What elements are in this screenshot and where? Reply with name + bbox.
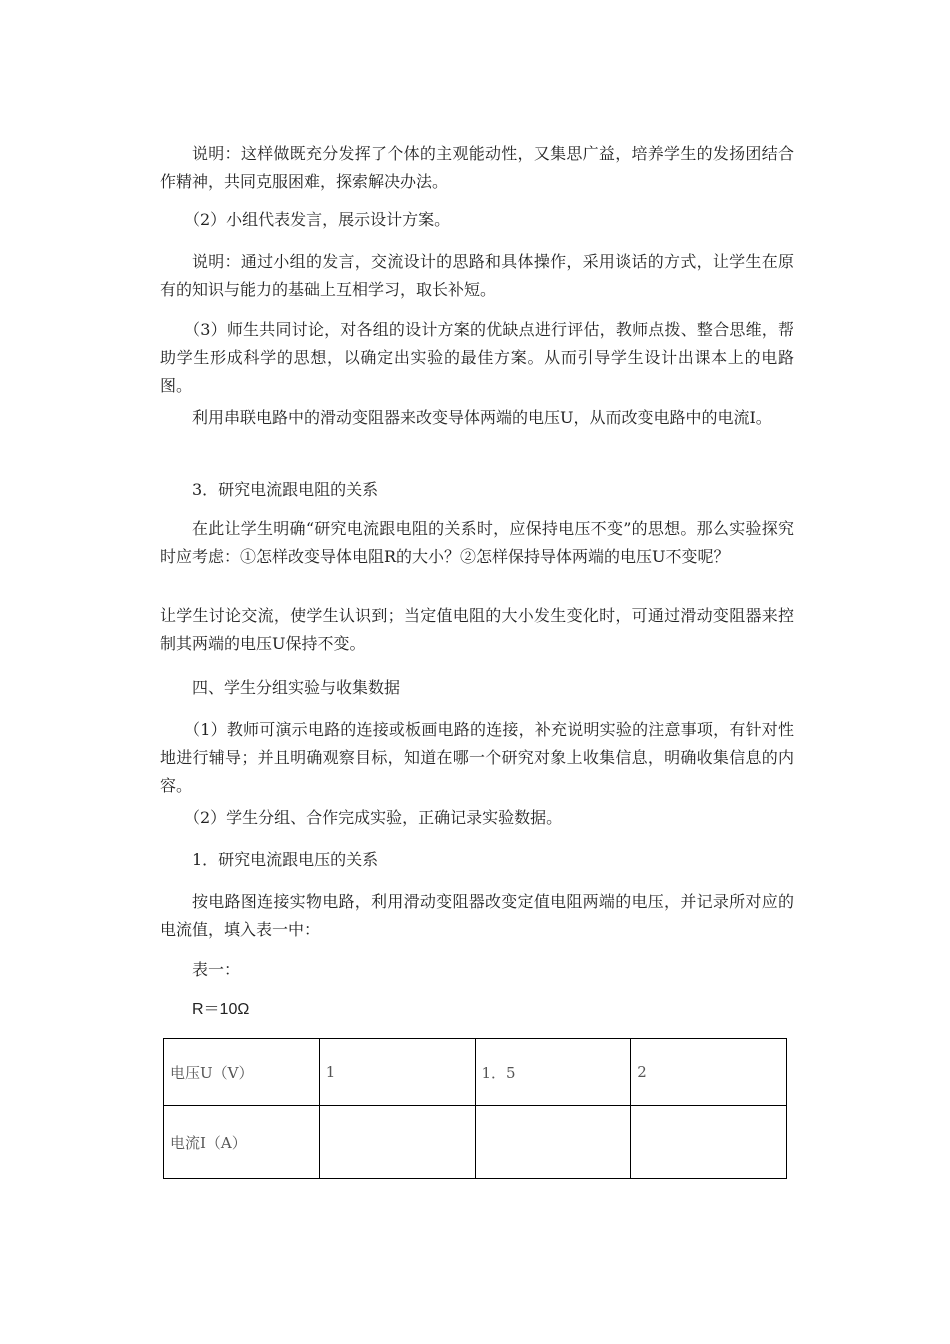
table-cell: 电流I（A）	[164, 1106, 320, 1179]
heading-current-voltage: 1．研究电流跟电压的关系	[192, 850, 379, 869]
table-row	[164, 1039, 787, 1106]
paragraph-step-2: （2）小组代表发言，展示设计方案。	[184, 210, 451, 229]
paragraph-series-circuit: 利用串联电路中的滑动变阻器来改变导体两端的电压U，从而改变电路中的电流I。	[192, 408, 772, 427]
table-caption: 表一：	[192, 960, 241, 979]
table-cell: 2	[631, 1039, 787, 1106]
paragraph-step-3: （3）师生共同讨论，对各组的设计方案的优缺点进行评估，教师点拨、整合思维，帮助学生形成科学的思想，以确定出实验的最佳方案。从而引导学生设计出课本上的电路图。	[160, 320, 794, 395]
paragraph-teacher-demo: （1）教师可演示电路的连接或板画电路的连接，补充说明实验的注意事项，有针对性地进行辅导；并且明确观察目标，知道在哪一个研究对象上收集信息，明确收集信息的内容。	[160, 720, 794, 795]
paragraph-note-2: 说明：通过小组的发言，交流设计的思路和具体操作，采用谈话的方式，让学生在原有的知识与能力的基础上互相学习，取长补短。	[160, 252, 794, 299]
paragraph-note-1: 说明：这样做既充分发挥了个体的主观能动性，又集思广益，培养学生的发扬团结合作精神，共同克服困难，探索解决办法。	[160, 144, 794, 191]
table-cell	[475, 1106, 631, 1179]
table-cell	[631, 1106, 787, 1179]
table-cell: 1．5	[475, 1039, 631, 1106]
resistance-value: R＝10Ω	[192, 1001, 250, 1018]
heading-section-four: 四、学生分组实验与收集数据	[192, 678, 401, 697]
paragraph-student-groups: （2）学生分组、合作完成实验，正确记录实验数据。	[184, 808, 563, 827]
table-cell: 电压U（V）	[164, 1039, 320, 1106]
table-cell	[319, 1106, 475, 1179]
table-cell: 1	[319, 1039, 475, 1106]
paragraph-discussion: 让学生讨论交流，使学生认识到；当定值电阻的大小发生变化时，可通过滑动变阻器来控制其两端的电压U保持不变。	[160, 606, 794, 653]
data-table	[163, 1038, 787, 1179]
heading-current-resistance: 3．研究电流跟电阻的关系	[192, 480, 379, 499]
paragraph-clarify: 在此让学生明确“研究电流跟电阻的关系时，应保持电压不变”的思想。那么实验探究时应考虑：①怎样改变导体电阻R的大小？②怎样保持导体两端的电压U不变呢？	[160, 519, 794, 566]
table-row	[164, 1106, 787, 1179]
paragraph-connect-circuit: 按电路图连接实物电路，利用滑动变阻器改变定值电阻两端的电压，并记录所对应的电流值，填入表一中：	[160, 892, 794, 939]
